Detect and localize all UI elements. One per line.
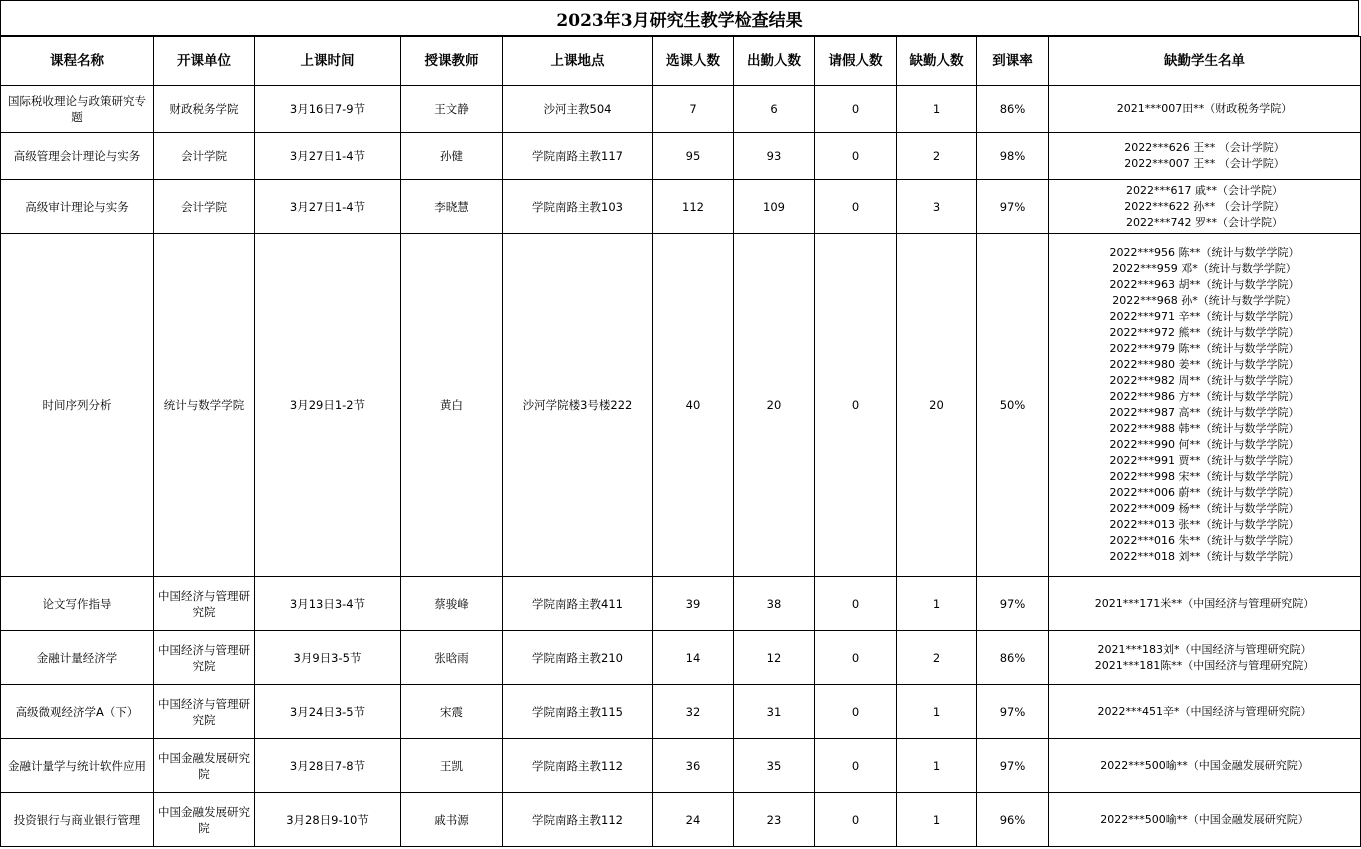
unit-cell: 中国经济与管理研究院: [154, 685, 255, 739]
teacher-cell: 戚书源: [401, 793, 503, 847]
table-body: [1, 86, 1361, 847]
attended-cell: 12: [734, 631, 815, 685]
course-cell: 高级微观经济学A（下）: [1, 685, 154, 739]
absentee-entry: 2022***982 周**（统计与数学学院）: [1109, 374, 1300, 387]
header-absentees: 缺勤学生名单: [1049, 37, 1361, 86]
absentee-entry: 2022***980 姜**（统计与数学学院）: [1109, 358, 1300, 371]
teacher-cell: 王凯: [401, 739, 503, 793]
time-cell: 3月13日3-4节: [255, 577, 401, 631]
absentees-cell: [1049, 577, 1361, 631]
location-cell: 沙河学院楼3号楼222: [503, 234, 653, 577]
table-row: [1, 685, 1361, 739]
attended-cell: 93: [734, 133, 815, 180]
teacher-cell: 孙健: [401, 133, 503, 180]
unit-cell: 会计学院: [154, 133, 255, 180]
time-cell: 3月27日1-4节: [255, 180, 401, 234]
absentee-entry: 2022***617 戚**（会计学院）: [1126, 183, 1283, 197]
absentees-cell: [1049, 793, 1361, 847]
leave-cell: 0: [815, 739, 897, 793]
rate-cell: 50%: [977, 234, 1049, 577]
enrolled-cell: 7: [653, 86, 734, 133]
enrolled-cell: 39: [653, 577, 734, 631]
absentee-entry: 2022***500喻**（中国金融发展研究院）: [1100, 812, 1309, 826]
absent-cell: 1: [897, 685, 977, 739]
absentee-entry: 2022***018 刘**（统计与数学学院）: [1109, 550, 1300, 563]
absent-cell: 20: [897, 234, 977, 577]
unit-cell: 中国经济与管理研究院: [154, 577, 255, 631]
enrolled-cell: 40: [653, 234, 734, 577]
leave-cell: 0: [815, 793, 897, 847]
attended-cell: 109: [734, 180, 815, 234]
rate-cell: 86%: [977, 86, 1049, 133]
table-row: [1, 133, 1361, 180]
location-cell: 学院南路主教117: [503, 133, 653, 180]
absentee-entry: 2022***451辛*（中国经济与管理研究院）: [1097, 704, 1312, 718]
time-cell: 3月16日7-9节: [255, 86, 401, 133]
inspection-table: [0, 36, 1361, 847]
absentees-cell: [1049, 685, 1361, 739]
absentees-cell: [1049, 133, 1361, 180]
table-row: [1, 234, 1361, 577]
course-cell: 投资银行与商业银行管理: [1, 793, 154, 847]
absentee-entry: 2022***990 何**（统计与数学学院）: [1109, 438, 1300, 451]
absentee-entry: 2022***988 韩**（统计与数学学院）: [1109, 422, 1300, 435]
absentee-entry: 2022***742 罗**（会计学院）: [1126, 215, 1283, 229]
rate-cell: 97%: [977, 739, 1049, 793]
absentees-cell: [1049, 631, 1361, 685]
course-cell: 时间序列分析: [1, 234, 154, 577]
header-enrolled: 选课人数: [653, 37, 734, 86]
absentee-entry: 2021***181陈**（中国经济与管理研究院）: [1094, 658, 1315, 672]
location-cell: 沙河主教504: [503, 86, 653, 133]
absentee-entry: 2022***013 张**（统计与数学学院）: [1109, 518, 1300, 531]
absentee-entry: 2022***500喻**（中国金融发展研究院）: [1100, 758, 1309, 772]
course-cell: 国际税收理论与政策研究专题: [1, 86, 154, 133]
absent-cell: 2: [897, 631, 977, 685]
absentee-entry: 2022***987 高**（统计与数学学院）: [1109, 406, 1300, 419]
header-unit: 开课单位: [154, 37, 255, 86]
absent-cell: 1: [897, 86, 977, 133]
unit-cell: 中国金融发展研究院: [154, 739, 255, 793]
absentees-cell: [1049, 234, 1361, 577]
enrolled-cell: 112: [653, 180, 734, 234]
leave-cell: 0: [815, 86, 897, 133]
teacher-cell: 王文静: [401, 86, 503, 133]
rate-cell: 86%: [977, 631, 1049, 685]
rate-cell: 96%: [977, 793, 1049, 847]
leave-cell: 0: [815, 577, 897, 631]
time-cell: 3月27日1-4节: [255, 133, 401, 180]
enrolled-cell: 14: [653, 631, 734, 685]
rate-cell: 97%: [977, 577, 1049, 631]
course-cell: 金融计量经济学: [1, 631, 154, 685]
page-title: 2023年3月研究生教学检查结果: [0, 0, 1359, 36]
teacher-cell: 蔡骏峰: [401, 577, 503, 631]
header-course: 课程名称: [1, 37, 154, 86]
teacher-cell: 宋震: [401, 685, 503, 739]
unit-cell: 中国金融发展研究院: [154, 793, 255, 847]
unit-cell: 统计与数学学院: [154, 234, 255, 577]
absentee-entry: 2022***991 贾**（统计与数学学院）: [1109, 454, 1300, 467]
unit-cell: 中国经济与管理研究院: [154, 631, 255, 685]
absent-cell: 1: [897, 577, 977, 631]
header-time: 上课时间: [255, 37, 401, 86]
leave-cell: 0: [815, 133, 897, 180]
table-row: [1, 86, 1361, 133]
absent-cell: 3: [897, 180, 977, 234]
header-attended: 出勤人数: [734, 37, 815, 86]
course-cell: 金融计量学与统计软件应用: [1, 739, 154, 793]
absentee-entry: 2022***622 孙** （会计学院）: [1124, 199, 1285, 213]
location-cell: 学院南路主教103: [503, 180, 653, 234]
header-teacher: 授课教师: [401, 37, 503, 86]
attended-cell: 35: [734, 739, 815, 793]
unit-cell: 财政税务学院: [154, 86, 255, 133]
location-cell: 学院南路主教411: [503, 577, 653, 631]
leave-cell: 0: [815, 631, 897, 685]
rate-cell: 97%: [977, 685, 1049, 739]
enrolled-cell: 24: [653, 793, 734, 847]
absentee-entry: 2022***963 胡**（统计与数学学院）: [1109, 278, 1300, 291]
attended-cell: 23: [734, 793, 815, 847]
absentee-entry: 2022***998 宋**（统计与数学学院）: [1109, 470, 1300, 483]
absentee-entry: 2022***016 朱**（统计与数学学院）: [1109, 534, 1300, 547]
rate-cell: 98%: [977, 133, 1049, 180]
header-row: [1, 37, 1361, 86]
absentee-entry: 2022***626 王** （会计学院）: [1124, 141, 1285, 154]
attended-cell: 20: [734, 234, 815, 577]
leave-cell: 0: [815, 234, 897, 577]
attended-cell: 31: [734, 685, 815, 739]
absentees-cell: [1049, 180, 1361, 234]
absentee-entry: 2021***171米**（中国经济与管理研究院）: [1094, 596, 1315, 610]
teacher-cell: 张晗雨: [401, 631, 503, 685]
location-cell: 学院南路主教112: [503, 739, 653, 793]
table-row: [1, 739, 1361, 793]
location-cell: 学院南路主教115: [503, 685, 653, 739]
absentee-entry: 2022***971 辛**（统计与数学学院）: [1109, 310, 1300, 323]
absentee-entry: 2022***956 陈**（统计与数学学院）: [1109, 246, 1300, 259]
table-row: [1, 180, 1361, 234]
absentee-entry: 2022***009 杨**（统计与数学学院）: [1109, 502, 1300, 515]
leave-cell: 0: [815, 685, 897, 739]
course-cell: 高级管理会计理论与实务: [1, 133, 154, 180]
teacher-cell: 李晓慧: [401, 180, 503, 234]
location-cell: 学院南路主教112: [503, 793, 653, 847]
absent-cell: 1: [897, 739, 977, 793]
enrolled-cell: 95: [653, 133, 734, 180]
leave-cell: 0: [815, 180, 897, 234]
attended-cell: 6: [734, 86, 815, 133]
unit-cell: 会计学院: [154, 180, 255, 234]
absentees-cell: [1049, 739, 1361, 793]
location-cell: 学院南路主教210: [503, 631, 653, 685]
absentees-cell: [1049, 86, 1361, 133]
table-row: [1, 631, 1361, 685]
header-leave: 请假人数: [815, 37, 897, 86]
rate-cell: 97%: [977, 180, 1049, 234]
course-cell: 论文写作指导: [1, 577, 154, 631]
absentee-entry: 2022***007 王** （会计学院）: [1124, 157, 1285, 170]
time-cell: 3月24日3-5节: [255, 685, 401, 739]
absentee-entry: 2022***006 蔚**（统计与数学学院）: [1109, 486, 1300, 499]
header-rate: 到课率: [977, 37, 1049, 86]
attended-cell: 38: [734, 577, 815, 631]
enrolled-cell: 32: [653, 685, 734, 739]
enrolled-cell: 36: [653, 739, 734, 793]
course-cell: 高级审计理论与实务: [1, 180, 154, 234]
time-cell: 3月29日1-2节: [255, 234, 401, 577]
time-cell: 3月28日7-8节: [255, 739, 401, 793]
absentee-entry: 2022***968 孙*（统计与数学学院）: [1112, 294, 1297, 307]
time-cell: 3月28日9-10节: [255, 793, 401, 847]
header-location: 上课地点: [503, 37, 653, 86]
absentee-entry: 2022***959 邓*（统计与数学学院）: [1112, 262, 1297, 275]
absentee-entry: 2022***979 陈**（统计与数学学院）: [1109, 342, 1300, 355]
absentee-entry: 2022***986 方**（统计与数学学院）: [1109, 390, 1300, 403]
absent-cell: 1: [897, 793, 977, 847]
header-absent: 缺勤人数: [897, 37, 977, 86]
teacher-cell: 黄白: [401, 234, 503, 577]
time-cell: 3月9日3-5节: [255, 631, 401, 685]
table-row: [1, 577, 1361, 631]
absentee-entry: 2022***972 熊**（统计与数学学院）: [1109, 326, 1300, 339]
absent-cell: 2: [897, 133, 977, 180]
table-row: [1, 793, 1361, 847]
absentee-entry: 2021***007田**（财政税务学院）: [1116, 102, 1293, 115]
absentee-entry: 2021***183刘*（中国经济与管理研究院）: [1097, 642, 1312, 656]
